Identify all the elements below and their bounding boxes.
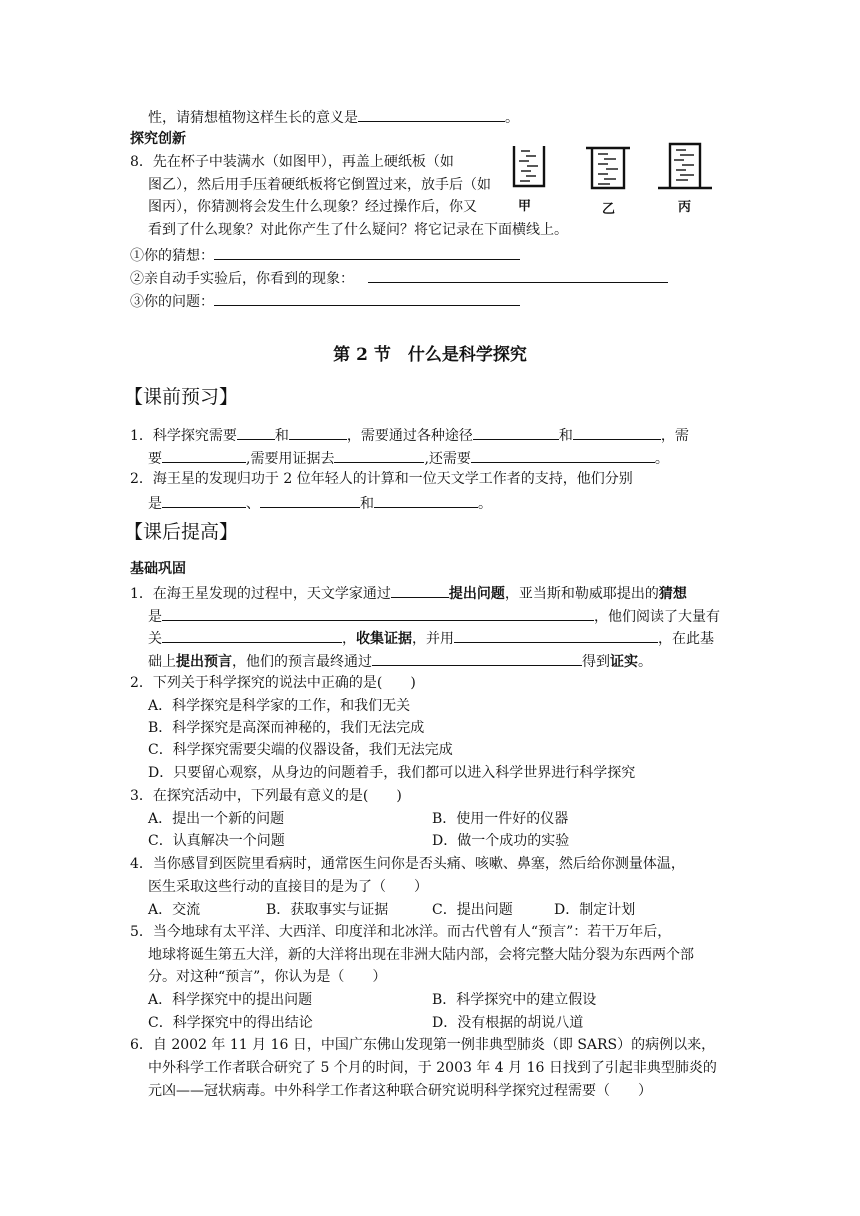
q5-option-a[interactable]: A．科学探究中的提出问题 — [148, 992, 313, 1008]
preview-q2-line-2 — [148, 492, 492, 514]
q3-option-a[interactable]: A．提出一个新的问题 — [148, 811, 285, 827]
text: 是 — [148, 609, 162, 625]
q4-option-b[interactable]: B．获取事实与证据 — [266, 902, 389, 918]
bold-text: 收集证据 — [356, 631, 412, 647]
blank[interactable] — [162, 627, 342, 643]
text: ,还需要 — [424, 451, 471, 467]
carry-line — [148, 106, 519, 128]
blank[interactable] — [162, 447, 246, 463]
text: ，亚当斯和勒威耶提出的 — [504, 586, 659, 602]
q6-stem-line-1: 6．自 2002 年 11 月 16 日，中国广东佛山发现第一例非典型肺炎（即 SARS）的病例以来， — [130, 1037, 716, 1053]
blank[interactable] — [374, 492, 478, 508]
text: 关 — [148, 631, 162, 647]
text: 和 — [558, 428, 573, 444]
observe-label: ②亲自动手实验后，你看到的现象： — [130, 271, 354, 287]
q5-stem-line-2: 地球将诞生第五大洋，新的大洋将出现在非洲大陆内部，会将完整大陆分裂为东西两个部 — [148, 947, 694, 963]
blank[interactable] — [260, 492, 360, 508]
q6-stem-line-2: 中外科学工作者联合研究了 5 个月的时间，于 2003 年 4 月 16 日找到了引起非典型肺炎的 — [148, 1060, 717, 1076]
blank[interactable] — [289, 424, 347, 440]
q4-stem-line-1: 4．当你感冒到医院里看病时，通常医生问你是否头痛、咳嗽、鼻塞，然后给你测量体温， — [130, 856, 685, 872]
preview-q1-line-1 — [130, 424, 689, 446]
text: ， — [342, 631, 356, 647]
blank[interactable] — [454, 627, 658, 643]
q1-line-3 — [148, 627, 714, 649]
q8-line-4: 看到了什么现象？对此你产生了什么疑问？将它记录在下面横线上。 — [148, 222, 568, 238]
q2-option-a[interactable]: A．科学探究是科学家的工作，和我们无关 — [148, 698, 411, 714]
guess-blank[interactable] — [214, 244, 520, 260]
answer-blank[interactable] — [358, 106, 505, 122]
post-heading: 【课后提高】 — [124, 521, 239, 543]
text: ，需 — [660, 428, 689, 444]
fig-label-yi: 乙 — [602, 202, 616, 217]
q5-option-b[interactable]: B．科学探究中的建立假设 — [432, 992, 597, 1008]
guess-label: ①你的猜想： — [130, 248, 214, 264]
q1-line-1 — [130, 582, 687, 604]
observe-line — [130, 267, 668, 289]
question-line — [130, 290, 520, 312]
q1-line-4 — [148, 650, 652, 672]
q3-option-d[interactable]: D．做一个成功的实验 — [432, 833, 570, 849]
text: 、 — [246, 496, 260, 512]
text: 1．在海王星发现的过程中，天文学家通过 — [130, 586, 391, 602]
text: 和 — [274, 428, 289, 444]
text: 础上 — [148, 654, 176, 670]
q2-option-d[interactable]: D．只要留心观察，从身边的问题着手，我们都可以进入科学世界进行科学探究 — [148, 765, 636, 781]
text: 要 — [148, 451, 162, 467]
text: 1．科学探究需要 — [130, 428, 237, 444]
q8-line-2: 图乙），然后用手压着硬纸板将它倒置过来，放手后（如 — [148, 177, 491, 193]
text: 。 — [654, 451, 669, 467]
text: 和 — [360, 496, 374, 512]
q4-option-a[interactable]: A．交流 — [148, 902, 201, 918]
text: ，他们阅读了大量有 — [594, 609, 720, 625]
blank[interactable] — [162, 605, 594, 621]
blank[interactable] — [162, 492, 246, 508]
blank[interactable] — [391, 582, 449, 598]
text: 。 — [478, 496, 492, 512]
carry-text: 性，请猜想植物这样生长的意义是 — [148, 110, 358, 126]
basic-heading: 基础巩固 — [130, 561, 186, 577]
q5-stem-line-3: 分。对这种“预言”，你认为是（ ） — [148, 969, 387, 985]
q3-stem: 3．在探究活动中，下列最有意义的是( ) — [130, 788, 402, 804]
blank[interactable] — [372, 650, 582, 666]
preview-heading: 【课前预习】 — [124, 386, 239, 408]
question-blank[interactable] — [214, 290, 520, 306]
text: 是 — [148, 496, 162, 512]
text: 得到 — [582, 654, 610, 670]
bold-text: 提出预言 — [176, 654, 232, 670]
preview-q2-line-1: 2．海王星的发现归功于 2 位年轻人的计算和一位天文学工作者的支持，他们分别 — [130, 471, 633, 487]
q3-option-c[interactable]: C．认真解决一个问题 — [148, 833, 285, 849]
blank[interactable] — [473, 424, 559, 440]
q5-option-d[interactable]: D．没有根据的胡说八道 — [432, 1015, 584, 1031]
bold-text: 猜想 — [658, 586, 687, 602]
bold-text: 提出问题 — [448, 586, 505, 602]
text: ，并用 — [412, 631, 454, 647]
preview-q1-line-2 — [148, 447, 669, 469]
fig-label-bing: 丙 — [678, 200, 692, 215]
guess-line — [130, 244, 520, 266]
text: ，在此基 — [658, 631, 714, 647]
q8-line-3: 图丙），你猜测将会发生什么现象？经过操作后，你又 — [148, 199, 477, 215]
text: 。 — [638, 654, 652, 670]
q1-line-2 — [148, 605, 720, 627]
blank[interactable] — [237, 424, 275, 440]
section-title: 第 2 节 什么是科学探究 — [333, 345, 527, 365]
q6-stem-line-3: 元凶——冠状病毒。中外科学工作者这种联合研究说明科学探究过程需要（ ） — [148, 1083, 652, 1099]
q4-stem-line-2: 医生采取这些行动的直接目的是为了（ ） — [148, 879, 428, 895]
q2-stem: 2．下列关于科学探究的说法中正确的是( ) — [130, 675, 416, 691]
q4-option-c[interactable]: C．提出问题 — [432, 902, 513, 918]
period: 。 — [505, 110, 519, 126]
question-label: ③你的问题： — [130, 294, 214, 310]
blank[interactable] — [471, 447, 655, 463]
bold-text: 证实 — [610, 654, 638, 670]
q5-option-c[interactable]: C．科学探究中的得出结论 — [148, 1015, 313, 1031]
observe-blank[interactable] — [368, 267, 668, 283]
q8-line-1: 8．先在杯子中装满水（如图甲），再盖上硬纸板（如 — [130, 154, 454, 170]
blank[interactable] — [334, 447, 424, 463]
q4-option-d[interactable]: D．制定计划 — [554, 902, 636, 918]
q2-option-c[interactable]: C．科学探究需要尖端的仪器设备，我们无法完成 — [148, 742, 453, 758]
explore-heading: 探究创新 — [130, 131, 186, 147]
text: ,需要用证据去 — [246, 451, 335, 467]
q3-option-b[interactable]: B．使用一件好的仪器 — [432, 811, 569, 827]
text: ，需要通过各种途径 — [346, 428, 473, 444]
q2-option-b[interactable]: B．科学探究是高深而神秘的，我们无法完成 — [148, 720, 425, 736]
blank[interactable] — [573, 424, 661, 440]
fig-label-jia: 甲 — [518, 199, 532, 214]
q5-stem-line-1: 5．当今地球有太平洋、大西洋、印度洋和北冰洋。而古代曾有人“预言”：若干万年后， — [130, 924, 672, 940]
text: ，他们的预言最终通过 — [232, 654, 372, 670]
cup-figure — [508, 140, 714, 220]
